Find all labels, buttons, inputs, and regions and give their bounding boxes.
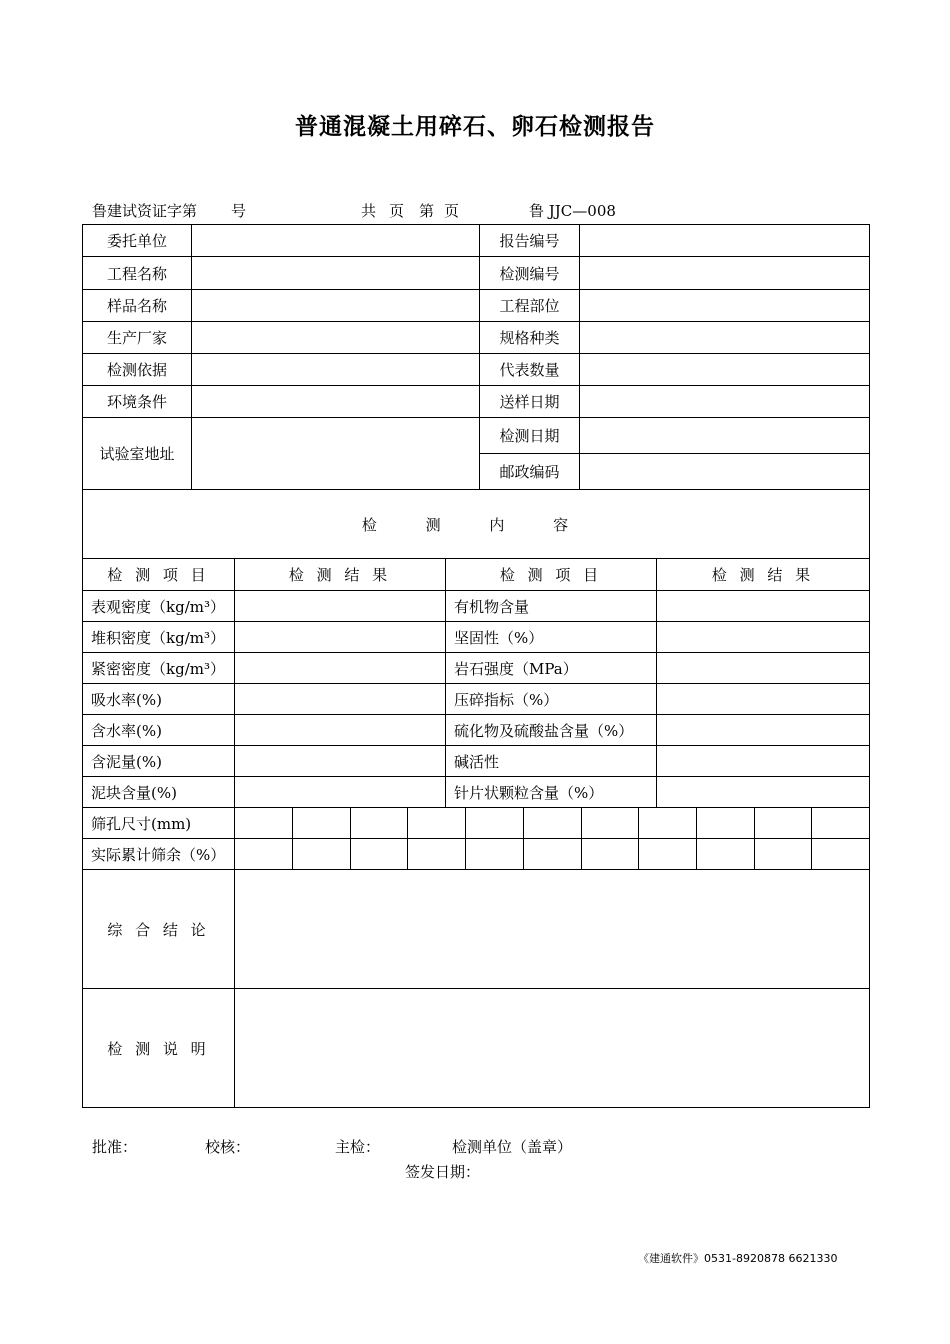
approve-label: 批准： (92, 1138, 138, 1156)
info-left-value[interactable] (192, 225, 480, 257)
sieve-residue-cell[interactable] (755, 839, 812, 870)
result-right-label: 压碎指标（%） (446, 684, 657, 715)
sieve-size-cell[interactable] (351, 808, 408, 839)
result-right-label: 岩石强度（MPa） (446, 653, 657, 684)
info-row (83, 225, 870, 257)
info-left-value[interactable] (192, 386, 480, 418)
sieve-residue-cell[interactable] (408, 839, 466, 870)
sieve-size-cell[interactable] (812, 808, 870, 839)
header-item-left: 检 测 项 目 (83, 559, 235, 591)
info-row (83, 386, 870, 418)
lab-address-label: 试验室地址 (83, 418, 192, 490)
result-left-label: 吸水率(%) (83, 684, 235, 715)
test-date-value[interactable] (580, 418, 870, 454)
notes-label: 检 测 说 明 (83, 989, 235, 1108)
sieve-table (82, 807, 870, 870)
result-right-value[interactable] (657, 715, 870, 746)
table-row (83, 591, 870, 622)
result-right-value[interactable] (657, 746, 870, 777)
table-row (83, 777, 870, 808)
sieve-residue-cell[interactable] (697, 839, 755, 870)
result-left-value[interactable] (235, 653, 446, 684)
pages-total: 共 (361, 202, 377, 220)
result-left-label: 表观密度（kg/m³） (83, 591, 235, 622)
sieve-residue-cell[interactable] (524, 839, 582, 870)
sieve-size-label: 筛孔尺寸(mm) (83, 808, 235, 839)
result-left-label: 堆积密度（kg/m³） (83, 622, 235, 653)
result-left-label: 含泥量(%) (83, 746, 235, 777)
info-row (83, 418, 870, 454)
info-left-label: 工程名称 (83, 257, 192, 290)
info-right-value[interactable] (580, 322, 870, 354)
result-left-label: 紧密密度（kg/m³） (83, 653, 235, 684)
results-table (82, 558, 870, 808)
info-right-value[interactable] (580, 290, 870, 322)
form-code: 鲁 JJC—008 (529, 202, 616, 220)
conclusion-label: 综 合 结 论 (83, 870, 235, 989)
cert-suffix: 号 (231, 202, 247, 220)
info-left-value[interactable] (192, 257, 480, 290)
sieve-size-cell[interactable] (293, 808, 351, 839)
cert-prefix: 鲁建试资证字第 (92, 202, 198, 220)
sieve-size-cell[interactable] (697, 808, 755, 839)
sieve-residue-cell[interactable] (466, 839, 524, 870)
sieve-residue-cell[interactable] (812, 839, 870, 870)
table-row (83, 715, 870, 746)
sieve-residue-row (83, 839, 870, 870)
sieve-size-cell[interactable] (408, 808, 466, 839)
result-left-value[interactable] (235, 684, 446, 715)
conclusion-table (82, 869, 870, 1108)
info-right-value[interactable] (580, 225, 870, 257)
lab-address-value[interactable] (192, 418, 480, 490)
result-right-value[interactable] (657, 777, 870, 808)
section-row (83, 490, 870, 559)
report-title: 普通混凝土用碎石、卵石检测报告 (295, 114, 655, 140)
sieve-residue-cell[interactable] (639, 839, 697, 870)
result-right-label: 坚固性（%） (446, 622, 657, 653)
sieve-size-cell[interactable] (235, 808, 293, 839)
info-right-value[interactable] (580, 386, 870, 418)
result-left-value[interactable] (235, 746, 446, 777)
info-table (82, 224, 870, 559)
postal-code-label: 邮政编码 (480, 454, 580, 490)
result-right-label: 碱活性 (446, 746, 657, 777)
result-right-label: 硫化物及硫酸盐含量（%） (446, 715, 657, 746)
result-left-value[interactable] (235, 777, 446, 808)
info-right-label: 工程部位 (480, 290, 580, 322)
info-right-label: 规格种类 (480, 322, 580, 354)
conclusion-row (83, 870, 870, 989)
result-left-value[interactable] (235, 622, 446, 653)
results-header-row (83, 559, 870, 591)
info-row (83, 257, 870, 290)
sieve-residue-cell[interactable] (582, 839, 639, 870)
result-left-value[interactable] (235, 715, 446, 746)
info-row (83, 354, 870, 386)
section-title-text: 检 测 内 容 (361, 515, 591, 534)
section-title (83, 490, 870, 559)
info-row (83, 322, 870, 354)
pages-total-unit: 页 (389, 202, 405, 220)
result-right-label: 有机物含量 (446, 591, 657, 622)
sieve-residue-cell[interactable] (235, 839, 293, 870)
info-right-label: 代表数量 (480, 354, 580, 386)
info-right-label: 报告编号 (480, 225, 580, 257)
sieve-size-cell[interactable] (466, 808, 524, 839)
info-left-value[interactable] (192, 322, 480, 354)
conclusion-value[interactable] (235, 870, 870, 989)
info-right-label: 检测编号 (480, 257, 580, 290)
test-date-label: 检测日期 (480, 418, 580, 454)
result-right-label: 针片状颗粒含量（%） (446, 777, 657, 808)
sieve-size-cell[interactable] (524, 808, 582, 839)
info-left-label: 委托单位 (83, 225, 192, 257)
sieve-size-cell[interactable] (639, 808, 697, 839)
info-left-label: 生产厂家 (83, 322, 192, 354)
result-right-value[interactable] (657, 684, 870, 715)
header-result-left: 检 测 结 果 (235, 559, 446, 591)
notes-value[interactable] (235, 989, 870, 1108)
table-row (83, 684, 870, 715)
sieve-residue-cell[interactable] (351, 839, 408, 870)
info-right-value[interactable] (580, 354, 870, 386)
info-left-label: 环境条件 (83, 386, 192, 418)
sieve-size-cell[interactable] (755, 808, 812, 839)
info-left-label: 样品名称 (83, 290, 192, 322)
pages-current: 第 (419, 202, 435, 220)
brand-text: 《建通软件》0531-8920878 6621330 (638, 1252, 838, 1265)
postal-code-value[interactable] (580, 454, 870, 490)
table-row (83, 653, 870, 684)
result-right-value[interactable] (657, 653, 870, 684)
result-left-value[interactable] (235, 591, 446, 622)
chief-label: 主检： (335, 1138, 381, 1156)
notes-row (83, 989, 870, 1108)
result-left-label: 含水率(%) (83, 715, 235, 746)
result-right-value[interactable] (657, 591, 870, 622)
info-left-value[interactable] (192, 290, 480, 322)
pages-current-unit: 页 (444, 202, 460, 220)
result-right-value[interactable] (657, 622, 870, 653)
table-row (83, 622, 870, 653)
header-result-right: 检 测 结 果 (657, 559, 870, 591)
issue-date-label: 签发日期： (405, 1163, 481, 1181)
result-left-label: 泥块含量(%) (83, 777, 235, 808)
sieve-size-row (83, 808, 870, 839)
review-label: 校核： (205, 1138, 251, 1156)
sieve-residue-cell[interactable] (293, 839, 351, 870)
unit-label: 检测单位（盖章） (452, 1138, 573, 1156)
info-left-value[interactable] (192, 354, 480, 386)
sieve-residue-label: 实际累计筛余（%） (83, 839, 235, 870)
info-row (83, 290, 870, 322)
info-right-label: 送样日期 (480, 386, 580, 418)
table-row (83, 746, 870, 777)
header-item-right: 检 测 项 目 (446, 559, 657, 591)
info-right-value[interactable] (580, 257, 870, 290)
info-left-label: 检测依据 (83, 354, 192, 386)
sieve-size-cell[interactable] (582, 808, 639, 839)
